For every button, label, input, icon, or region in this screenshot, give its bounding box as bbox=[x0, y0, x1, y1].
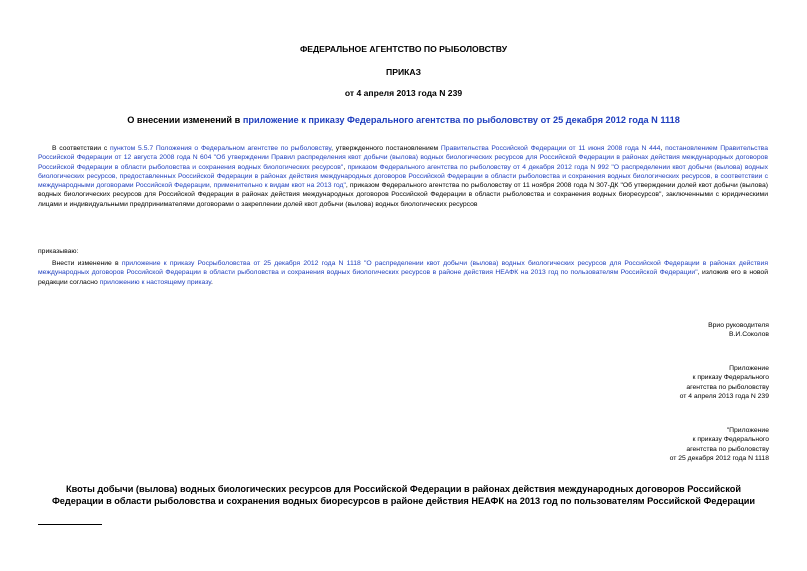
preamble-paragraph bbox=[38, 144, 768, 209]
preamble-text-4: , bbox=[343, 163, 348, 171]
quota-table-title: Квоты добычи (вылова) водных биологических ресурсов для Российской Федерации в районах действия международных договоров Российской Федерации в области рыболовства и сохранения водных биоресурсов в районе действия НЕАФК на 2013 год по пользователям Российской Федерации bbox=[51, 484, 756, 506]
preamble-text-2: , утвержденного постановлением bbox=[331, 145, 441, 152]
footnote-separator bbox=[38, 524, 102, 525]
preamble-link-decree-604[interactable]: постановлением Правительства Российской Федерации от 12 августа 2008 года N 604 "Об утверждении Правил распределения квот добычи (вылова) водных биологических ресурсов для Российской Федерации в районах действия международных договоров Российской Федерации в области рыболовства и сохранения водных биологических ресурсов" bbox=[38, 145, 768, 171]
appendix-block-1 bbox=[680, 364, 769, 401]
order-body-text-1: Внести изменение в bbox=[52, 260, 122, 267]
subtitle-prefix: О внесении изменений в bbox=[127, 115, 243, 125]
order-body-text-2: , изложив его в новой редакции согласно bbox=[38, 269, 769, 286]
order-body-text-3: . bbox=[211, 278, 213, 286]
preamble-link-order-992[interactable]: приказом Федерального агентства по рыболовству от 4 декабря 2012 года N 992 "О распределении квот добычи (вылова) водных биологических ресурсов, предоставленных Российской Федерации в районах действия международных договоров Российской Федерации в области рыболовства и сохранения водных биологических ресурсов, в соответствии с международными договорами Российской Федерации, применительно к видам квот на 2013 год" bbox=[38, 163, 768, 190]
appendix2-line4: от 25 декабря 2012 года N 1118 bbox=[669, 454, 769, 462]
preamble-link-regulation[interactable]: пунктом 5.5.7 Положения о Федеральном агентстве по рыболовству bbox=[109, 145, 332, 152]
preamble-text-5: , приказом Федерального агентства по рыболовству от 11 ноября 2008 года N 307-ДК "Об утверждении долей квот добычи (вылова) водных биологических ресурсов для Российской Федерации в районах действия международных договоров Российской Федерации в области рыболовства и сохранения водных биоресурсов", заключенными с юридическими лицами и индивидуальными предпринимателями договорами о закреплении долей квот добычи (вылова) водных биологических ресурсов bbox=[38, 182, 768, 208]
doc-type-heading: ПРИКАЗ bbox=[386, 67, 421, 77]
order-word: приказываю: bbox=[38, 248, 79, 255]
preamble-link-decree-444[interactable]: Правительства Российской Федерации от 11 июня 2008 года N 444 bbox=[440, 145, 661, 152]
appendix1-line2: к приказу Федерального bbox=[692, 374, 769, 382]
appendix-block-2 bbox=[670, 426, 769, 463]
appendix2-line3: агентства по рыболовству bbox=[686, 445, 769, 453]
order-body-link-appendix-1118[interactable]: приложение к приказу Росрыболовства от 25 декабря 2012 года N 1118 "О распределении квот добычи (вылова) водных биологических ресурсов для Российской Федерации в районах действия международных договоров Российской Федерации в области рыболовства и сохранения водных биологических ресурсов в районе действия НЕАФК на 2013 год по пользователям Российской Федерации" bbox=[38, 260, 768, 277]
appendix2-line1: "Приложение bbox=[726, 427, 769, 434]
order-body-link-appendix[interactable]: приложению к настоящему приказу bbox=[99, 278, 212, 286]
order-date-number: от 4 апреля 2013 года N 239 bbox=[344, 88, 463, 98]
signature-name: В.И.Соколов bbox=[729, 331, 769, 339]
order-subtitle bbox=[40, 114, 767, 126]
appendix1-line3: агентства по рыболовству bbox=[686, 383, 769, 391]
signature-position: Врио руководителя bbox=[708, 322, 769, 329]
appendix1-line1: Приложение bbox=[729, 365, 769, 372]
appendix2-line2: к приказу Федерального bbox=[692, 436, 769, 444]
subtitle-link[interactable]: приложение к приказу Федерального агентства по рыболовству от 25 декабря 2012 года N 1118 bbox=[242, 115, 680, 125]
preamble-text-1: В соответствии с bbox=[52, 145, 110, 152]
preamble-text-3: , bbox=[660, 145, 666, 152]
agency-heading: ФЕДЕРАЛЬНОЕ АГЕНТСТВО ПО РЫБОЛОВСТВУ bbox=[299, 44, 508, 54]
appendix1-line4: от 4 апреля 2013 года N 239 bbox=[679, 392, 769, 400]
order-body-paragraph bbox=[38, 259, 768, 287]
signature-block bbox=[708, 321, 769, 340]
